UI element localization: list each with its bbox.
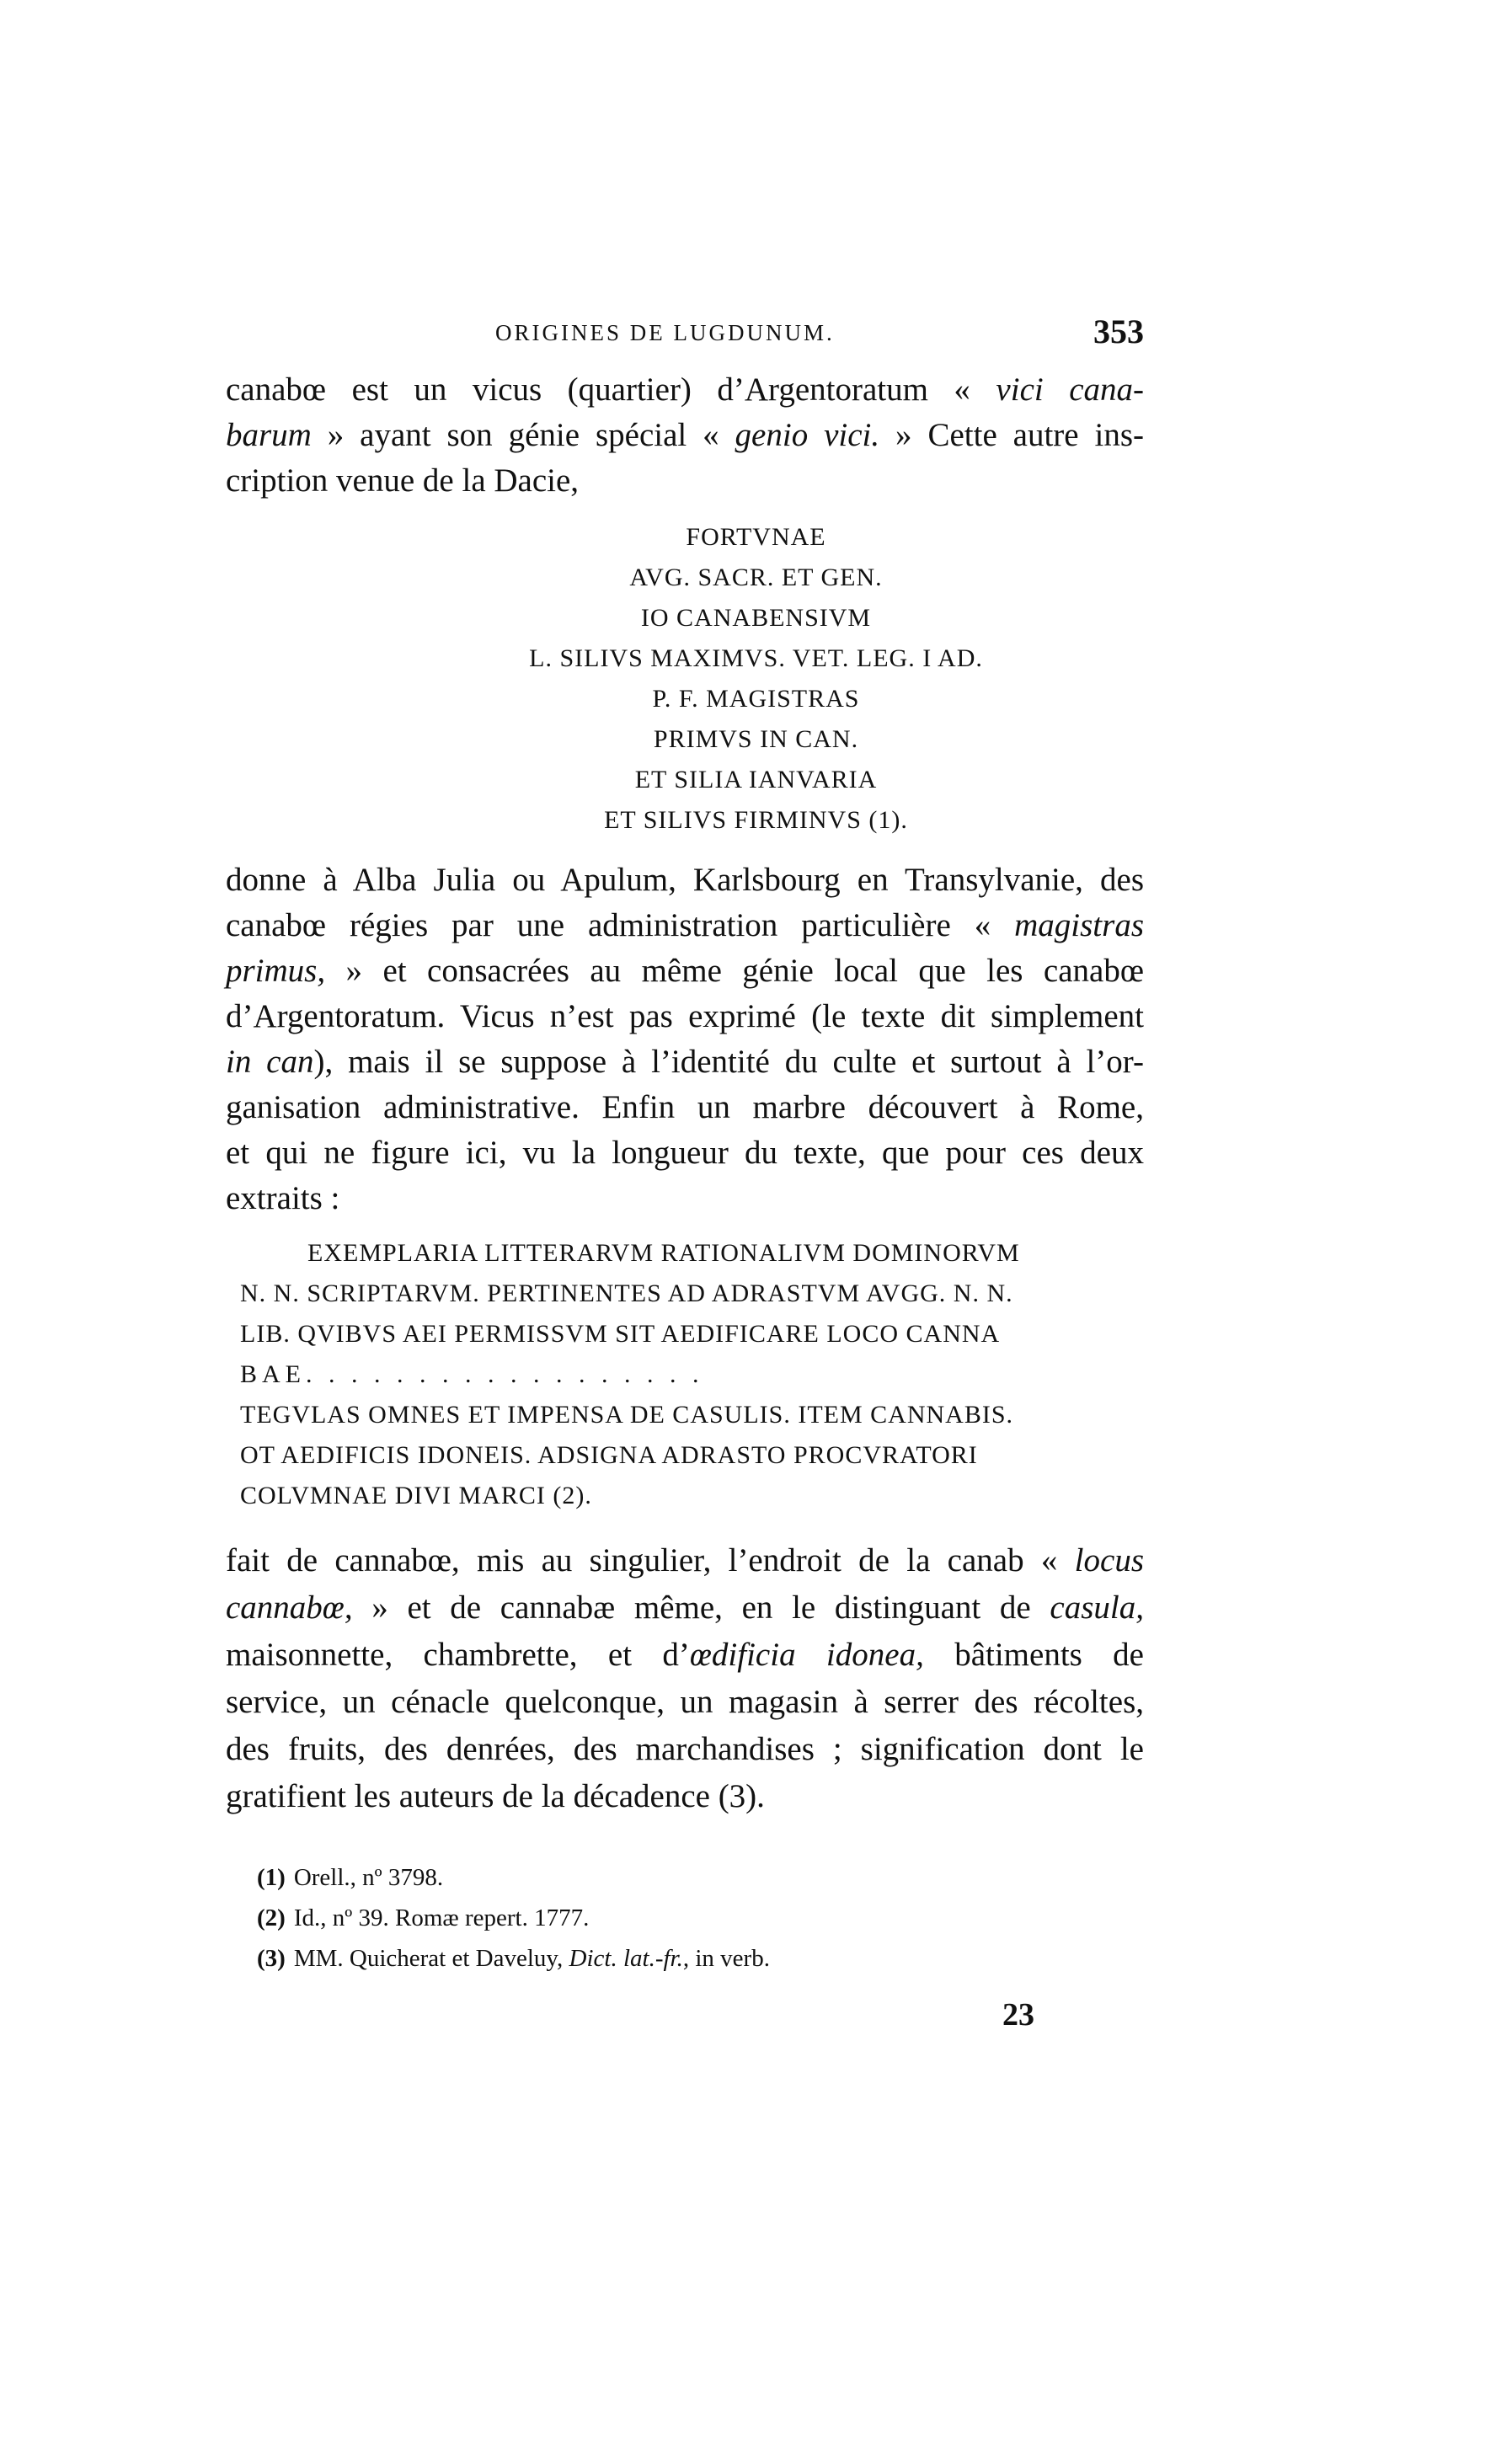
paragraph-line: ganisation administrative. Enfin un marbre découvert à Rome, bbox=[226, 1089, 1144, 1125]
paragraph-line: cription venue de la Dacie, bbox=[226, 462, 580, 499]
italic-run: cannabœ, bbox=[226, 1589, 353, 1626]
italic-run: casula, bbox=[1050, 1589, 1144, 1626]
paragraph-line: des fruits, des denrées, des marchandises ; signification dont le bbox=[226, 1731, 1144, 1767]
paragraph-line: service, un cénacle quelconque, un magasin à serrer des récoltes, bbox=[226, 1684, 1144, 1720]
text-run: » et de cannabæ même, en le distinguant de bbox=[352, 1589, 1050, 1626]
italic-run: magistras bbox=[1014, 907, 1144, 943]
footnote bbox=[257, 1902, 589, 1934]
footnote-number: (3) bbox=[257, 1945, 286, 1972]
inscription-line: EXEMPLARIA LITTERARVM RATIONALIVM DOMINORVM bbox=[307, 1239, 1020, 1267]
running-head bbox=[226, 312, 1144, 362]
paragraph-line bbox=[226, 371, 1144, 409]
text-run: fait de cannabœ, mis au singulier, l’endroit de la canab « bbox=[226, 1542, 1075, 1579]
paragraph-line bbox=[226, 952, 1144, 991]
italic-run: œdificia idonea, bbox=[689, 1637, 924, 1673]
paragraph-line bbox=[226, 1043, 1144, 1082]
inscription-line: N. N. SCRIPTARVM. PERTINENTES AD ADRASTVM AVGG. N. N. bbox=[240, 1279, 1013, 1307]
inscription-line: OT AEDIFICIS IDONEIS. ADSIGNA ADRASTO PROCVRATORI bbox=[240, 1441, 978, 1469]
text-run: ), mais il se suppose à l’identité du culte et surtout à l’or- bbox=[313, 1044, 1144, 1080]
footnote-number: (1) bbox=[257, 1864, 286, 1891]
signature-mark: 23 bbox=[1002, 1997, 1034, 2033]
inscription-line: ET SILIA IANVARIA bbox=[634, 766, 878, 793]
inscription-line: LIB. QVIBVS AEI PERMISSVM SIT AEDIFICARE LOCO CANNA bbox=[240, 1320, 1001, 1348]
inscription-line: P. F. MAGISTRAS bbox=[652, 685, 860, 713]
paragraph-line bbox=[226, 416, 1144, 455]
italic-run: locus bbox=[1074, 1542, 1144, 1579]
footnote bbox=[257, 1942, 770, 1974]
italic-run: vici cana- bbox=[996, 371, 1144, 408]
footnote-text: Orell., nº 3798. bbox=[293, 1864, 444, 1891]
paragraph-line bbox=[226, 906, 1144, 945]
footnote-text: MM. Quicherat et Daveluy, bbox=[293, 1945, 569, 1972]
inscription-line: TEGVLAS OMNES ET IMPENSA DE CASULIS. ITEM CANNABIS. bbox=[240, 1401, 1013, 1429]
paragraph-line bbox=[226, 1636, 1144, 1675]
italic-run: primus, bbox=[226, 953, 326, 989]
text-run: canabœ est un vicus (quartier) d’Argentoratum « bbox=[226, 371, 996, 408]
inscription-line: ET SILIVS FIRMINVS (1). bbox=[604, 806, 908, 834]
page-number: 353 bbox=[1093, 313, 1144, 350]
paragraph-line bbox=[226, 1589, 1144, 1627]
text-run: » et consacrées au même génie local que les canabœ bbox=[325, 953, 1144, 989]
italic-run: barum bbox=[226, 417, 312, 453]
footnote bbox=[257, 1862, 443, 1894]
inscription-line: BAE. . . . . . . . . . . . . . . . . . bbox=[240, 1360, 704, 1388]
inscription-line: PRIMVS IN CAN. bbox=[653, 725, 859, 753]
italic-run: genio vici. bbox=[735, 417, 880, 453]
text-run: » Cette autre ins- bbox=[879, 417, 1145, 453]
inscription-line: COLVMNAE DIVI MARCI (2). bbox=[240, 1482, 592, 1509]
footnote-italic: Dict. lat.-fr. bbox=[569, 1945, 683, 1972]
footnote-text: Id., nº 39. Romæ repert. 1777. bbox=[293, 1904, 590, 1931]
paragraph-line: donne à Alba Julia ou Apulum, Karlsbourg en Transylvanie, des bbox=[226, 862, 1144, 898]
paragraph-line: gratifient les auteurs de la décadence (3). bbox=[226, 1778, 765, 1814]
inscription-line: IO CANABENSIVM bbox=[640, 604, 872, 632]
text-run: maisonnette, chambrette, et d’ bbox=[226, 1637, 690, 1673]
text-run: bâtiments de bbox=[923, 1637, 1144, 1673]
paragraph-line: et qui ne figure ici, vu la longueur du texte, que pour ces deux bbox=[226, 1135, 1144, 1171]
paragraph-line: d’Argentoratum. Vicus n’est pas exprimé (le texte dit simplement bbox=[226, 998, 1144, 1034]
italic-run: in can bbox=[226, 1044, 314, 1080]
inscription-line: FORTVNAE bbox=[686, 523, 826, 551]
footnote-number: (2) bbox=[257, 1904, 286, 1931]
running-title: ORIGINES DE LUGDUNUM. bbox=[495, 320, 835, 345]
paragraph-line bbox=[226, 1541, 1144, 1580]
inscription-line: L. SILIVS MAXIMVS. VET. LEG. I AD. bbox=[529, 644, 983, 672]
text-run: » ayant son génie spécial « bbox=[311, 417, 735, 453]
inscription-line: AVG. SACR. ET GEN. bbox=[629, 564, 883, 591]
footnote-text: , in verb. bbox=[682, 1945, 770, 1972]
paragraph-line: extraits : bbox=[226, 1180, 340, 1216]
text-run: canabœ régies par une administration particulière « bbox=[226, 907, 1015, 943]
